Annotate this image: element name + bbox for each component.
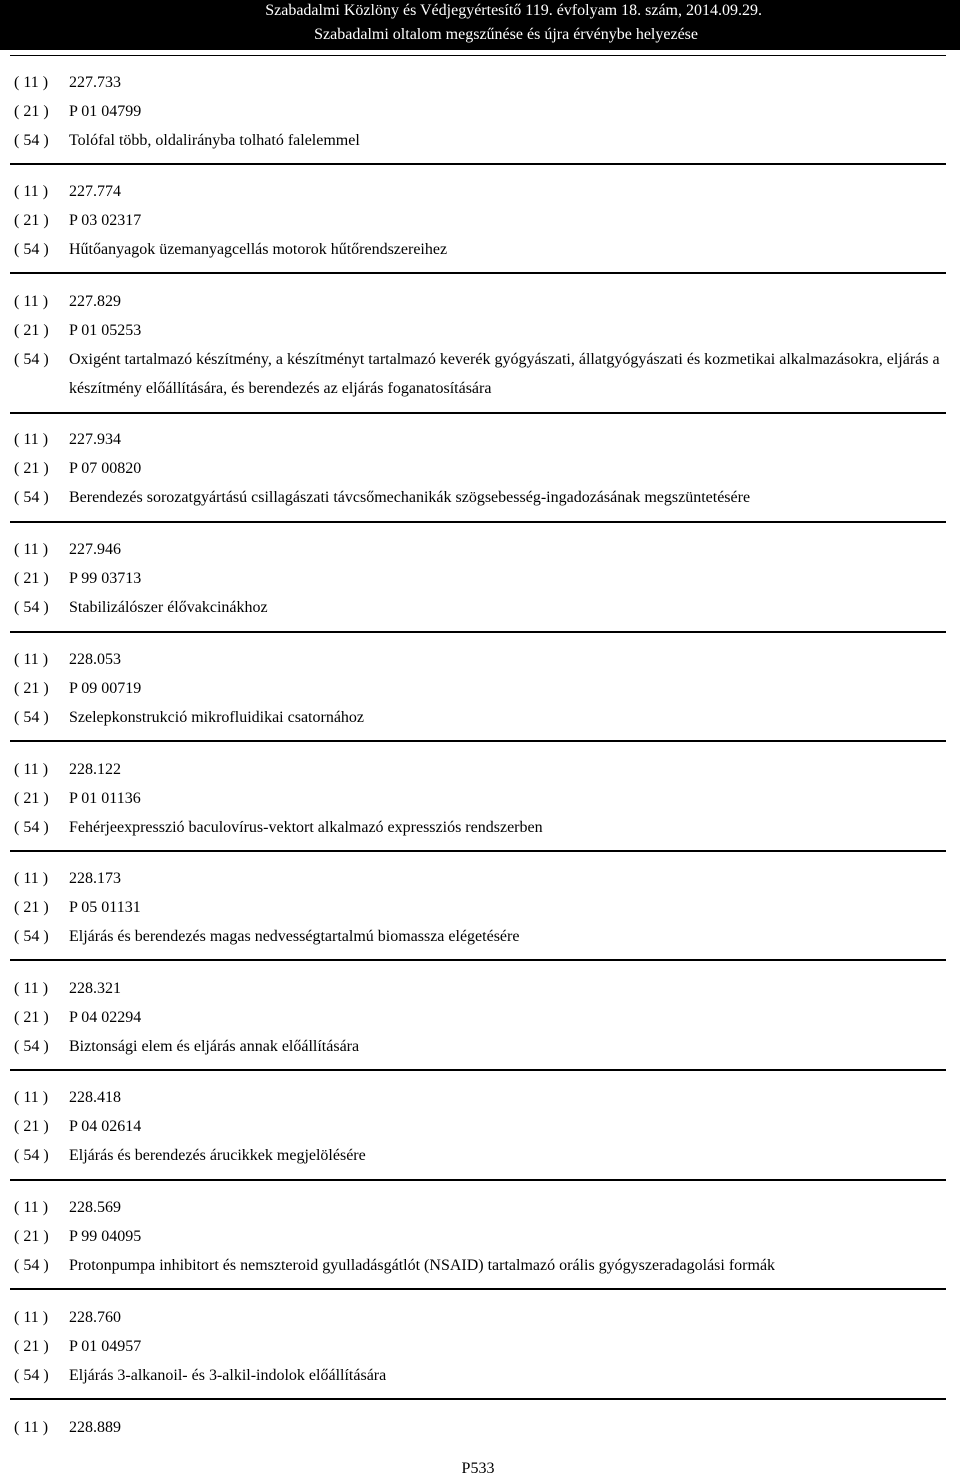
patent-record <box>0 864 960 951</box>
record-divider <box>10 740 946 742</box>
record-divider <box>10 163 946 165</box>
field-code-11: ( 11 ) <box>14 1309 49 1326</box>
patent-number: 228.418 <box>69 1089 121 1106</box>
field-code-11: ( 11 ) <box>14 1089 49 1106</box>
field-code-11: ( 11 ) <box>14 761 49 778</box>
patent-record <box>0 1083 960 1170</box>
application-number: P 04 02614 <box>69 1118 142 1135</box>
field-code-11: ( 11 ) <box>14 1199 49 1216</box>
patent-record <box>0 535 960 622</box>
field-code-54: ( 54 ) <box>14 132 49 149</box>
field-code-21: ( 21 ) <box>14 1228 49 1245</box>
application-number: P 09 00719 <box>69 680 142 697</box>
patent-record <box>0 974 960 1061</box>
patent-title: Berendezés sorozatgyártású csillagászati távcsőmechanikák szögsebesség-ingadozásának megszüntetésére <box>69 489 751 506</box>
record-divider <box>10 1288 946 1290</box>
field-code-21: ( 21 ) <box>14 103 49 120</box>
field-code-21: ( 21 ) <box>14 1009 49 1026</box>
patent-number: 227.774 <box>69 183 121 200</box>
patent-title: Fehérjeexpresszió baculovírus-vektort alkalmazó expressziós rendszerben <box>69 819 543 836</box>
field-code-54: ( 54 ) <box>14 1257 49 1274</box>
field-code-11: ( 11 ) <box>14 74 49 91</box>
patent-number: 227.946 <box>69 541 121 558</box>
patent-number: 228.321 <box>69 980 121 997</box>
record-divider <box>10 521 946 523</box>
field-code-11: ( 11 ) <box>14 541 49 558</box>
field-code-54: ( 54 ) <box>14 709 49 726</box>
patent-number: 228.889 <box>69 1419 121 1436</box>
field-code-21: ( 21 ) <box>14 212 49 229</box>
record-divider <box>10 1069 946 1071</box>
patent-number: 228.569 <box>69 1199 121 1216</box>
application-number: P 01 04799 <box>69 103 142 120</box>
record-divider <box>10 631 946 633</box>
record-divider <box>10 272 946 274</box>
field-code-54: ( 54 ) <box>14 1367 49 1384</box>
field-code-21: ( 21 ) <box>14 899 49 916</box>
patent-record <box>0 1413 960 1442</box>
field-code-21: ( 21 ) <box>14 680 49 697</box>
field-code-11: ( 11 ) <box>14 870 49 887</box>
journal-title: Szabadalmi Közlöny és Védjegyértesítő 119. évfolyam 18. szám, 2014.09.29. <box>265 2 762 19</box>
application-number: P 01 05253 <box>69 322 142 339</box>
section-title: Szabadalmi oltalom megszűnése és újra érvénybe helyezése <box>314 26 698 43</box>
field-code-54: ( 54 ) <box>14 928 49 945</box>
page-number <box>0 1459 960 1479</box>
patent-record <box>0 425 960 512</box>
patent-title: Tolófal több, oldalirányba tolható falelemmel <box>69 132 360 149</box>
patent-number: 228.760 <box>69 1309 121 1326</box>
application-number: P 07 00820 <box>69 460 142 477</box>
patent-title: Hűtőanyagok üzemanyagcellás motorok hűtőrendszereihez <box>69 241 448 258</box>
patent-number: 228.122 <box>69 761 121 778</box>
field-code-11: ( 11 ) <box>14 431 49 448</box>
patent-number: 227.829 <box>69 293 121 310</box>
field-code-11: ( 11 ) <box>14 1419 49 1436</box>
application-number: P 05 01131 <box>69 899 141 916</box>
patent-title: Eljárás és berendezés magas nedvességtartalmú biomassza elégetésére <box>69 928 520 945</box>
patent-number: 228.053 <box>69 651 121 668</box>
patent-title: Stabilizálószer élővakcinákhoz <box>69 599 268 616</box>
divider <box>10 55 946 56</box>
field-code-54: ( 54 ) <box>14 1038 49 1055</box>
application-number: P 04 02294 <box>69 1009 142 1026</box>
field-code-54: ( 54 ) <box>14 819 49 836</box>
field-code-54: ( 54 ) <box>14 351 49 368</box>
field-code-54: ( 54 ) <box>14 489 49 506</box>
field-code-21: ( 21 ) <box>14 460 49 477</box>
patent-title: Eljárás és berendezés árucikkek megjelölésére <box>69 1147 366 1164</box>
patent-record <box>0 177 960 264</box>
application-number: P 03 02317 <box>69 212 142 229</box>
field-code-11: ( 11 ) <box>14 183 49 200</box>
field-code-21: ( 21 ) <box>14 322 49 339</box>
record-divider <box>10 850 946 852</box>
record-divider <box>10 412 946 414</box>
field-code-11: ( 11 ) <box>14 651 49 668</box>
field-code-11: ( 11 ) <box>14 980 49 997</box>
field-code-21: ( 21 ) <box>14 1118 49 1135</box>
patent-record <box>0 645 960 732</box>
patent-record <box>0 1303 960 1390</box>
field-code-11: ( 11 ) <box>14 293 49 310</box>
record-divider <box>10 1179 946 1181</box>
field-code-21: ( 21 ) <box>14 790 49 807</box>
field-code-21: ( 21 ) <box>14 570 49 587</box>
field-code-21: ( 21 ) <box>14 1338 49 1355</box>
patent-title: Eljárás 3-alkanoil- és 3-alkil-indolok előállítására <box>69 1367 387 1384</box>
record-divider <box>10 959 946 961</box>
field-code-54: ( 54 ) <box>14 1147 49 1164</box>
application-number: P 01 04957 <box>69 1338 142 1355</box>
patent-number: 227.733 <box>69 74 121 91</box>
application-number: P 99 03713 <box>69 570 142 587</box>
patent-title: Biztonsági elem és eljárás annak előállítására <box>69 1038 360 1055</box>
field-code-54: ( 54 ) <box>14 241 49 258</box>
page-header <box>0 0 960 50</box>
record-divider <box>10 1398 946 1400</box>
field-code-54: ( 54 ) <box>14 599 49 616</box>
page-number-label: P533 <box>461 1460 495 1477</box>
patent-number: 227.934 <box>69 431 121 448</box>
patent-record <box>0 68 960 155</box>
patent-number: 228.173 <box>69 870 121 887</box>
patent-title: Protonpumpa inhibitort és nemszteroid gyulladásgátlót (NSAID) tartalmazó orális gyógyszeradagolási formák <box>69 1257 776 1274</box>
patent-title: Oxigént tartalmazó készítmény, a készítményt tartalmazó keverék gyógyászati, állatgyógyászati és kozmetikai alkalmazásokra, eljárás a készítmény előállítására, és berendezés az eljárás foganatosítására <box>69 351 940 397</box>
patent-record <box>0 1193 960 1280</box>
patent-record <box>0 755 960 842</box>
patent-record <box>0 287 960 403</box>
patent-title: Szelepkonstrukció mikrofluidikai csatornához <box>69 709 365 726</box>
application-number: P 01 01136 <box>69 790 141 807</box>
application-number: P 99 04095 <box>69 1228 142 1245</box>
